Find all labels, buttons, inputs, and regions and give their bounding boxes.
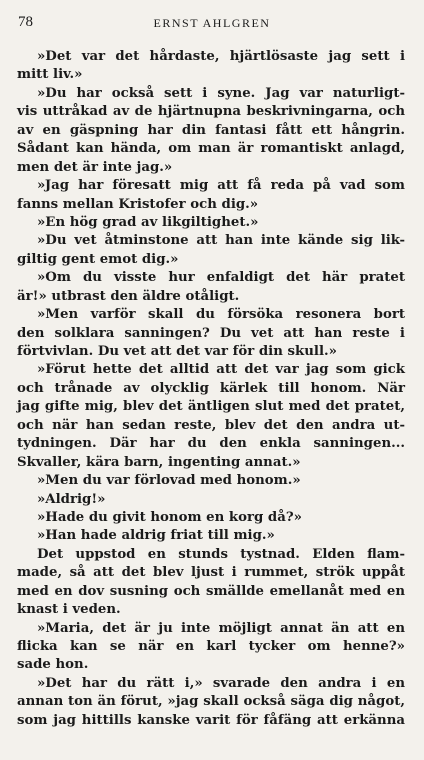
text-line: och när han sedan reste, blev det den andra ut- — [17, 417, 405, 433]
running-head: ERNST AHLGREN — [153, 16, 271, 30]
text-line: »Hade du givit honom en korg då?» — [37, 509, 302, 525]
text-line: jag gifte mig, blev det äntligen slut med det pratet, — [17, 399, 405, 415]
text-line: »Men varför skall du försöka resonera bort — [37, 307, 405, 323]
text-line: vis uttråkad av de hjärtnupna beskrivningarna, och — [17, 104, 405, 120]
text-line: »Det var det hårdaste, hjärtlösaste jag sett i — [37, 49, 405, 64]
text-line: »Men du var förlovad med honom.» — [37, 473, 301, 489]
text-line: Sådant kan hända, om man är romantiskt anlagd, — [17, 141, 405, 157]
text-line: tydningen. Där har du den enkla sanningen... — [17, 436, 405, 452]
text-line: »Förut hette det alltid att det var jag som gick — [37, 362, 405, 378]
text-line: »Det har du rätt i,» svarade den andra i en — [37, 675, 405, 691]
text-line: mitt liv.» — [17, 67, 83, 83]
page-number: 78 — [18, 14, 33, 30]
text-line: made, så att det blev ljust i rummet, strök uppåt — [17, 565, 405, 581]
text-line: men det är inte jag.» — [17, 159, 173, 175]
text-line: Det uppstod en stunds tystnad. Elden flam- — [37, 546, 405, 562]
text-line: giltig gent emot dig.» — [17, 251, 179, 267]
body-text — [17, 48, 405, 730]
text-line: »Maria, det är ju inte möjligt annat än att en — [37, 620, 405, 636]
text-line: flicka kan se när en karl tycker om henne?» — [17, 639, 405, 654]
text-line: »Du vet åtminstone att han inte kände sig lik- — [37, 233, 405, 249]
text-line: förtvivlan. Du vet att det var för din skull.» — [17, 344, 337, 359]
text-line: sade hon. — [17, 657, 89, 673]
text-line: »En hög grad av likgiltighet.» — [37, 214, 259, 230]
text-line: med en dov susning och smällde emellanåt med en — [17, 583, 405, 599]
text-line: som jag hittills kanske varit för fåfäng att erkänna — [17, 712, 405, 728]
text-line: »Han hade aldrig friat till mig.» — [37, 528, 275, 544]
text-line: den solklara sanningen? Du vet att han reste i — [17, 325, 405, 341]
text-line: »Jag har föresatt mig att få reda på vad som — [37, 178, 405, 194]
text-line: »Aldrig!» — [37, 491, 106, 507]
text-line: är!» utbrast den äldre otåligt. — [17, 288, 240, 304]
text-line: »Om du visste hur enfaldigt det här pratet — [37, 270, 405, 286]
text-line: Skvaller, kära barn, ingenting annat.» — [17, 454, 301, 470]
page-header — [18, 14, 406, 34]
text-line: »Du har också sett i syne. Jag var naturligt- — [37, 85, 405, 101]
text-line: annan ton än förut, »jag skall också säga dig något, — [17, 694, 405, 710]
text-line: och trånade av olycklig kärlek till honom. När — [17, 380, 405, 396]
text-line: fanns mellan Kristofer och dig.» — [17, 196, 259, 212]
text-line: av en gäspning har din fantasi fått ett hångrin. — [17, 122, 405, 138]
text-line: knast i veden. — [17, 602, 121, 618]
